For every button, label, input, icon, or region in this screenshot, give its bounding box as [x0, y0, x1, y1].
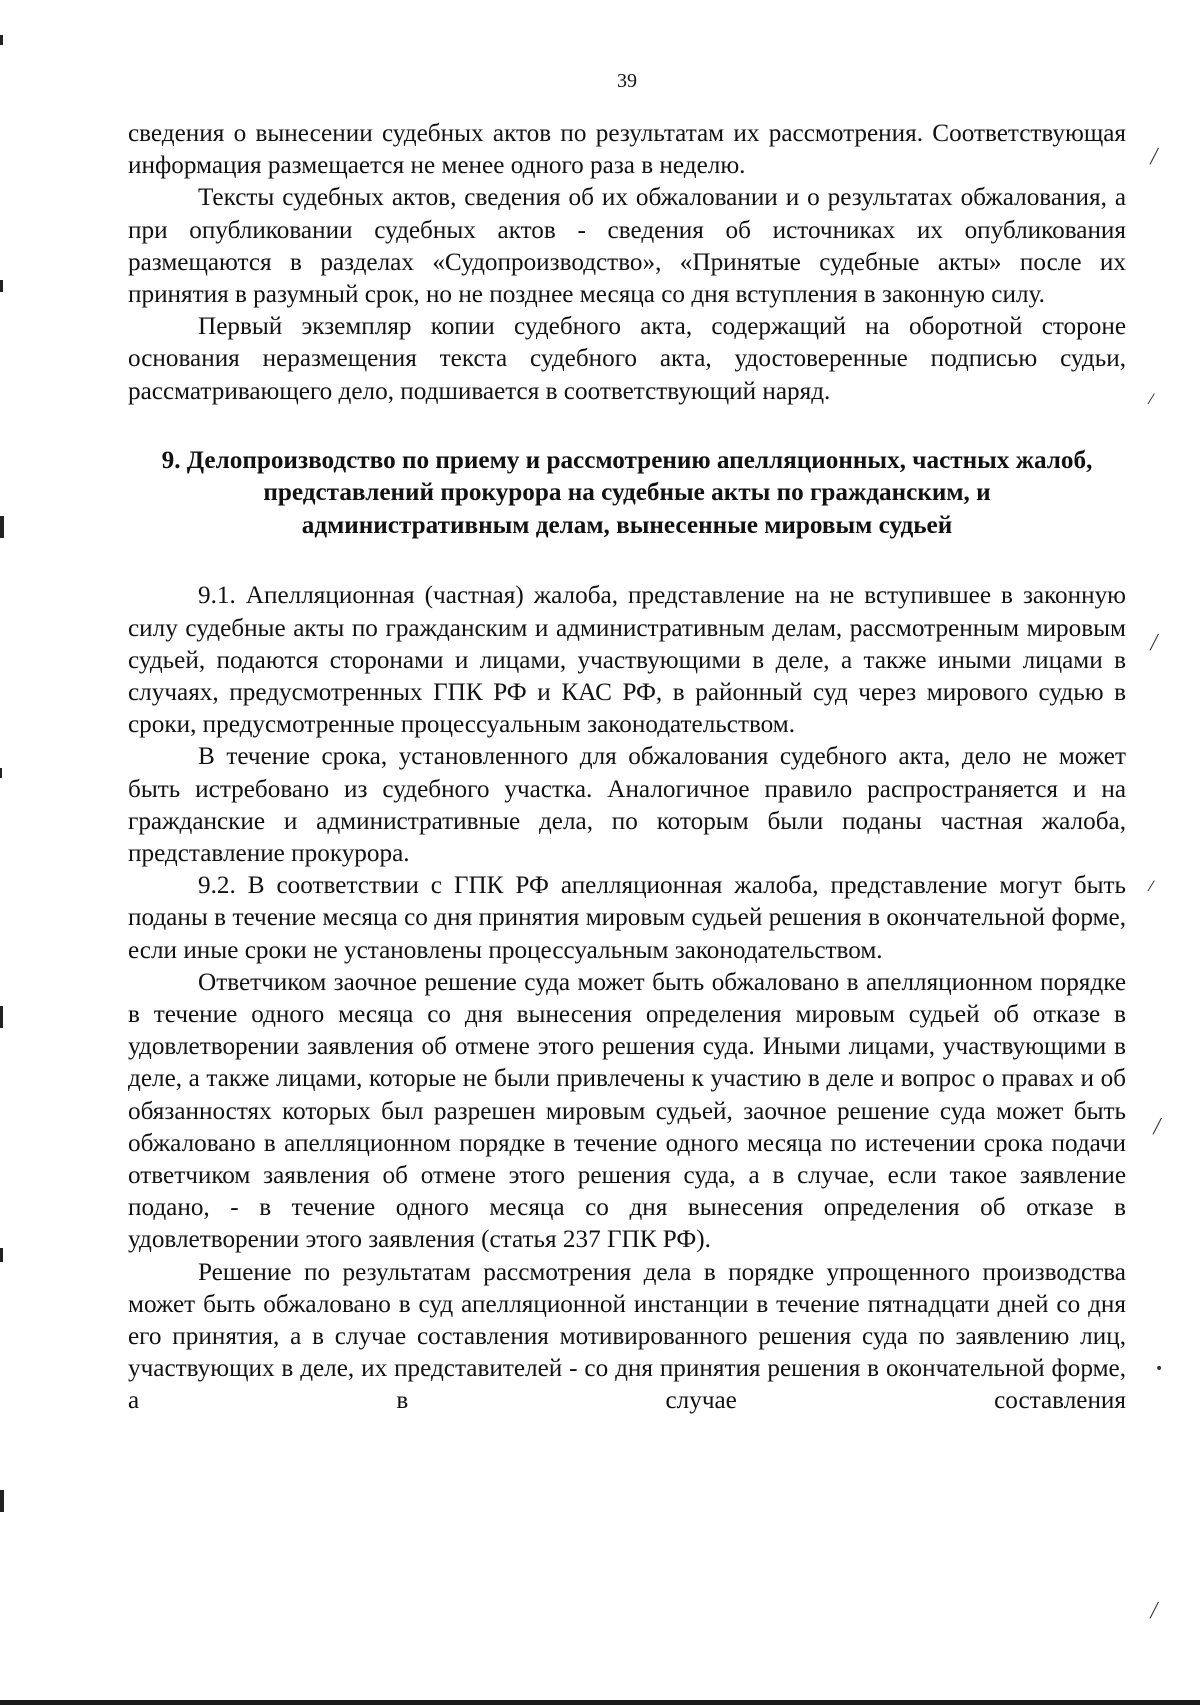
- page-number: 39: [617, 70, 637, 92]
- paragraph-default-judgment: Ответчиком заочное решение суда может быть обжаловано в апелляционном порядке в течение одного месяца со дня вынесения определения мировым судьей об отказе в удовлетворении заявления об отмене этого решения суда. Иными лицами, участвующими в деле, а также лицами, которые не были привлечены к участию в деле и вопрос о правах и об обязанностях которых был разрешен мировым судьей, заочное решение суда может быть обжаловано в апелляционном порядке в течение одного месяца по истечении срока подачи ответчиком заявления об отмене этого решения суда, а в случае, если такое заявление подано, - в течение одного месяца со дня вынесения определения об отказе в удовлетворении этого заявления (статья 237 ГПК РФ).: [128, 968, 1126, 1254]
- paragraph-publication-texts: Тексты судебных актов, сведения об их обжаловании и о результатах обжалования, а при опубликовании судебных актов - сведения об источниках их опубликования размещаются в разделах «Судопроизводство», «Принятые судебные акты» после их принятия в разумный срок, но не позднее месяца со дня вступления в законную силу.: [128, 184, 1126, 309]
- scan-bottom-edge: [0, 1700, 1200, 1705]
- margin-tick-mark: •: [1155, 1361, 1164, 1377]
- paragraph-simplified-procedure: Решение по результатам рассмотрения дела в порядке упрощенного производства может быть обжаловано в суд апелляционной инстанции в течение пятнадцати дней со дня его принятия, а в случае составления мотивированного решения суда по заявлению лиц, участвующих в деле, их представителей - со дня принятия решения в окончательной форме, а в случае составления: [128, 1258, 1126, 1415]
- scan-edge-mark: [0, 516, 4, 538]
- margin-tick-mark: ╱: [1150, 1603, 1159, 1619]
- scan-edge-mark: [0, 1248, 3, 1262]
- margin-tick-mark: ╱: [1153, 1119, 1162, 1135]
- document-body: [128, 118, 1126, 1418]
- paragraph-9-1: 9.1. Апелляционная (частная) жалоба, представление на не вступившее в законную силу судебные акты по гражданским и административным делам, рассмотренным мировым судьей, подаются сторонами и лицами, участвующими в деле, а также иными лицами в случаях, предусмотренных ГПК РФ и КАС РФ, в районный суд через мирового судью в сроки, предусмотренные процессуальным законодательством.: [128, 582, 1126, 739]
- scan-edge-mark: [0, 35, 3, 45]
- scan-edge-mark: [0, 1490, 4, 1512]
- paragraph-first-copy: Первый экземпляр копии судебного акта, содержащий на оборотной стороне основания неразмещения текста судебного акта, удостоверенные подписью судьи, рассматривающего дело, подшивается в соответствующий наряд.: [128, 313, 1126, 405]
- paragraph-9-2: 9.2. В соответствии с ГПК РФ апелляционная жалоба, представление могут быть поданы в течение месяца со дня принятия мировым судьей решения в окончательной форме, если иные сроки не установлены процессуальным законодательством.: [128, 872, 1126, 964]
- scan-edge-mark: [0, 768, 2, 778]
- scan-edge-mark: [0, 280, 3, 292]
- section-heading: 9. Делопроизводство по приему и рассмотрению апелляционных, частных жалоб, представлений прокурора на судебные акты по гражданским, и административным делам, вынесенные мировым судьей: [161, 446, 1093, 539]
- margin-tick-mark: ⁄: [1150, 392, 1153, 408]
- margin-tick-mark: ╱: [1150, 149, 1159, 165]
- margin-tick-mark: ╱: [1150, 635, 1159, 651]
- paragraph-term-retrieval: В течение срока, установленного для обжалования судебного акта, дело не может быть истребовано из судебного участка. Аналогичное правило распространяется и на гражданские и административные дела, по которым были поданы частная жалоба, представление прокурора.: [128, 743, 1126, 867]
- margin-tick-mark: ⁄: [1150, 879, 1153, 895]
- scan-edge-mark: [0, 1006, 3, 1028]
- paragraph-continuation: сведения о вынесении судебных актов по результатам их рассмотрения. Соответствующая информация размещается не менее одного раза в неделю.: [128, 120, 1126, 180]
